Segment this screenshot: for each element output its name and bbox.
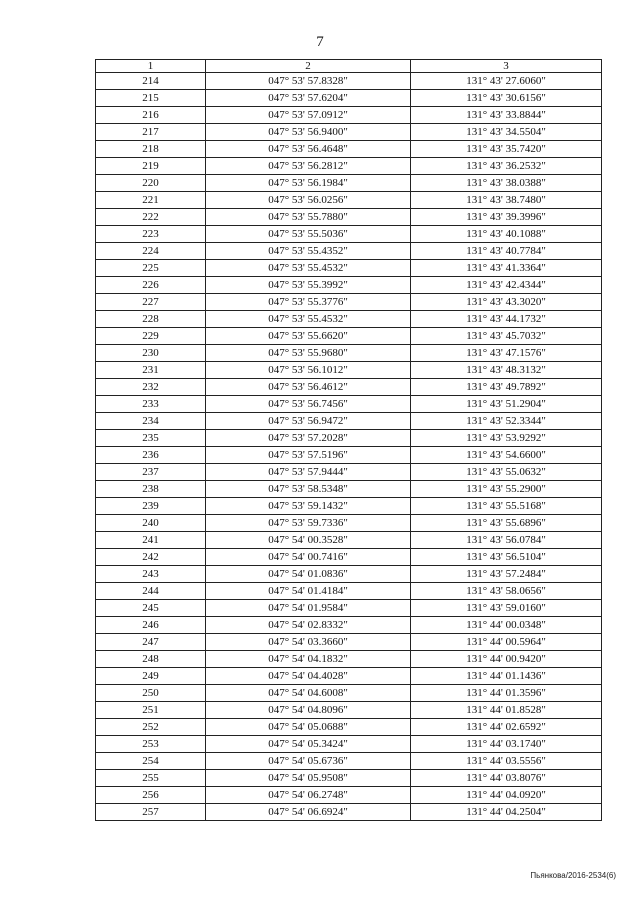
coordinates-table <box>95 59 602 821</box>
latitude-cell: 047° 53' 56.9400" <box>206 124 411 141</box>
point-number-cell: 221 <box>96 192 206 209</box>
table-row <box>96 73 602 90</box>
table-row <box>96 260 602 277</box>
longitude-cell: 131° 43' 49.7892" <box>411 379 602 396</box>
table-row <box>96 226 602 243</box>
point-number-cell: 249 <box>96 668 206 685</box>
table-row <box>96 634 602 651</box>
table-body <box>96 73 602 821</box>
point-number-cell: 220 <box>96 175 206 192</box>
point-number-cell: 229 <box>96 328 206 345</box>
latitude-cell: 047° 53' 56.4648" <box>206 141 411 158</box>
longitude-cell: 131° 43' 56.0784" <box>411 532 602 549</box>
longitude-cell: 131° 43' 42.4344" <box>411 277 602 294</box>
table-row <box>96 396 602 413</box>
point-number-cell: 235 <box>96 430 206 447</box>
point-number-cell: 248 <box>96 651 206 668</box>
latitude-cell: 047° 54' 05.6736" <box>206 753 411 770</box>
latitude-cell: 047° 53' 55.4532" <box>206 311 411 328</box>
point-number-cell: 232 <box>96 379 206 396</box>
latitude-cell: 047° 54' 01.0836" <box>206 566 411 583</box>
latitude-cell: 047° 53' 56.1984" <box>206 175 411 192</box>
table-row <box>96 277 602 294</box>
point-number-cell: 242 <box>96 549 206 566</box>
longitude-cell: 131° 44' 01.1436" <box>411 668 602 685</box>
point-number-cell: 219 <box>96 158 206 175</box>
table-row <box>96 685 602 702</box>
longitude-cell: 131° 44' 02.6592" <box>411 719 602 736</box>
point-number-cell: 231 <box>96 362 206 379</box>
latitude-cell: 047° 53' 56.1012" <box>206 362 411 379</box>
point-number-cell: 216 <box>96 107 206 124</box>
latitude-cell: 047° 53' 55.9680" <box>206 345 411 362</box>
table-row <box>96 770 602 787</box>
table-row <box>96 447 602 464</box>
latitude-cell: 047° 53' 58.5348" <box>206 481 411 498</box>
longitude-cell: 131° 44' 03.1740" <box>411 736 602 753</box>
point-number-cell: 225 <box>96 260 206 277</box>
point-number-cell: 237 <box>96 464 206 481</box>
point-number-cell: 239 <box>96 498 206 515</box>
point-number-cell: 241 <box>96 532 206 549</box>
point-number-cell: 238 <box>96 481 206 498</box>
point-number-cell: 236 <box>96 447 206 464</box>
longitude-cell: 131° 43' 35.7420" <box>411 141 602 158</box>
table-row <box>96 141 602 158</box>
table-row <box>96 549 602 566</box>
latitude-cell: 047° 53' 56.4612" <box>206 379 411 396</box>
latitude-cell: 047° 54' 05.9508" <box>206 770 411 787</box>
longitude-cell: 131° 43' 59.0160" <box>411 600 602 617</box>
document-footer-code: Пьянкова/2016-2534(6) <box>530 871 616 880</box>
table-header-row <box>96 60 602 73</box>
latitude-cell: 047° 53' 57.5196" <box>206 447 411 464</box>
longitude-cell: 131° 44' 00.5964" <box>411 634 602 651</box>
latitude-cell: 047° 53' 56.2812" <box>206 158 411 175</box>
latitude-cell: 047° 53' 57.6204" <box>206 90 411 107</box>
table-row <box>96 532 602 549</box>
longitude-cell: 131° 43' 40.7784" <box>411 243 602 260</box>
table-row <box>96 362 602 379</box>
longitude-cell: 131° 43' 41.3364" <box>411 260 602 277</box>
longitude-cell: 131° 44' 03.5556" <box>411 753 602 770</box>
point-number-cell: 224 <box>96 243 206 260</box>
table-row <box>96 124 602 141</box>
latitude-cell: 047° 53' 55.4352" <box>206 243 411 260</box>
latitude-cell: 047° 54' 06.2748" <box>206 787 411 804</box>
longitude-cell: 131° 43' 52.3344" <box>411 413 602 430</box>
column-header-latitude: 2 <box>206 60 411 73</box>
table-row <box>96 192 602 209</box>
table-row <box>96 294 602 311</box>
table-row <box>96 243 602 260</box>
point-number-cell: 222 <box>96 209 206 226</box>
point-number-cell: 240 <box>96 515 206 532</box>
latitude-cell: 047° 54' 01.4184" <box>206 583 411 600</box>
point-number-cell: 257 <box>96 804 206 821</box>
table-row <box>96 736 602 753</box>
point-number-cell: 256 <box>96 787 206 804</box>
page-number: 7 <box>316 34 324 50</box>
latitude-cell: 047° 54' 03.3660" <box>206 634 411 651</box>
table-row <box>96 600 602 617</box>
point-number-cell: 246 <box>96 617 206 634</box>
table-row <box>96 515 602 532</box>
point-number-cell: 233 <box>96 396 206 413</box>
longitude-cell: 131° 43' 57.2484" <box>411 566 602 583</box>
longitude-cell: 131° 43' 54.6600" <box>411 447 602 464</box>
longitude-cell: 131° 43' 56.5104" <box>411 549 602 566</box>
table-row <box>96 566 602 583</box>
point-number-cell: 234 <box>96 413 206 430</box>
longitude-cell: 131° 43' 43.3020" <box>411 294 602 311</box>
latitude-cell: 047° 54' 00.3528" <box>206 532 411 549</box>
point-number-cell: 217 <box>96 124 206 141</box>
table-row <box>96 209 602 226</box>
longitude-cell: 131° 43' 55.0632" <box>411 464 602 481</box>
point-number-cell: 250 <box>96 685 206 702</box>
longitude-cell: 131° 43' 40.1088" <box>411 226 602 243</box>
longitude-cell: 131° 44' 01.3596" <box>411 685 602 702</box>
longitude-cell: 131° 43' 48.3132" <box>411 362 602 379</box>
table-row <box>96 158 602 175</box>
table-row <box>96 702 602 719</box>
latitude-cell: 047° 53' 57.8328" <box>206 73 411 90</box>
point-number-cell: 247 <box>96 634 206 651</box>
latitude-cell: 047° 53' 59.1432" <box>206 498 411 515</box>
point-number-cell: 244 <box>96 583 206 600</box>
longitude-cell: 131° 43' 30.6156" <box>411 90 602 107</box>
point-number-cell: 253 <box>96 736 206 753</box>
point-number-cell: 252 <box>96 719 206 736</box>
latitude-cell: 047° 53' 56.9472" <box>206 413 411 430</box>
longitude-cell: 131° 44' 04.0920" <box>411 787 602 804</box>
longitude-cell: 131° 43' 45.7032" <box>411 328 602 345</box>
point-number-cell: 227 <box>96 294 206 311</box>
latitude-cell: 047° 54' 04.6008" <box>206 685 411 702</box>
longitude-cell: 131° 43' 33.8844" <box>411 107 602 124</box>
point-number-cell: 214 <box>96 73 206 90</box>
point-number-cell: 251 <box>96 702 206 719</box>
latitude-cell: 047° 53' 59.7336" <box>206 515 411 532</box>
latitude-cell: 047° 54' 01.9584" <box>206 600 411 617</box>
latitude-cell: 047° 54' 05.3424" <box>206 736 411 753</box>
latitude-cell: 047° 53' 56.0256" <box>206 192 411 209</box>
point-number-cell: 254 <box>96 753 206 770</box>
latitude-cell: 047° 54' 00.7416" <box>206 549 411 566</box>
column-header-longitude: 3 <box>411 60 602 73</box>
table-row <box>96 804 602 821</box>
point-number-cell: 223 <box>96 226 206 243</box>
latitude-cell: 047° 53' 55.5036" <box>206 226 411 243</box>
latitude-cell: 047° 54' 06.6924" <box>206 804 411 821</box>
point-number-cell: 228 <box>96 311 206 328</box>
latitude-cell: 047° 54' 04.4028" <box>206 668 411 685</box>
table-row <box>96 651 602 668</box>
table-row <box>96 175 602 192</box>
point-number-cell: 218 <box>96 141 206 158</box>
longitude-cell: 131° 43' 55.2900" <box>411 481 602 498</box>
point-number-cell: 226 <box>96 277 206 294</box>
table-row <box>96 328 602 345</box>
latitude-cell: 047° 54' 05.0688" <box>206 719 411 736</box>
longitude-cell: 131° 43' 53.9292" <box>411 430 602 447</box>
table-row <box>96 617 602 634</box>
table-row <box>96 498 602 515</box>
table-row <box>96 379 602 396</box>
table-row <box>96 311 602 328</box>
longitude-cell: 131° 43' 39.3996" <box>411 209 602 226</box>
table-row <box>96 753 602 770</box>
table-row <box>96 481 602 498</box>
latitude-cell: 047° 53' 57.2028" <box>206 430 411 447</box>
table-row <box>96 583 602 600</box>
latitude-cell: 047° 53' 57.0912" <box>206 107 411 124</box>
latitude-cell: 047° 54' 04.1832" <box>206 651 411 668</box>
table-row <box>96 430 602 447</box>
table-row <box>96 90 602 107</box>
table-row <box>96 413 602 430</box>
point-number-cell: 245 <box>96 600 206 617</box>
table-row <box>96 787 602 804</box>
point-number-cell: 215 <box>96 90 206 107</box>
longitude-cell: 131° 43' 36.2532" <box>411 158 602 175</box>
longitude-cell: 131° 43' 27.6060" <box>411 73 602 90</box>
table-row <box>96 107 602 124</box>
latitude-cell: 047° 53' 55.3992" <box>206 277 411 294</box>
latitude-cell: 047° 53' 55.7880" <box>206 209 411 226</box>
point-number-cell: 243 <box>96 566 206 583</box>
table-row <box>96 345 602 362</box>
latitude-cell: 047° 54' 04.8096" <box>206 702 411 719</box>
longitude-cell: 131° 43' 47.1576" <box>411 345 602 362</box>
latitude-cell: 047° 54' 02.8332" <box>206 617 411 634</box>
column-header-point-number: 1 <box>96 60 206 73</box>
point-number-cell: 255 <box>96 770 206 787</box>
longitude-cell: 131° 44' 00.9420" <box>411 651 602 668</box>
longitude-cell: 131° 43' 58.0656" <box>411 583 602 600</box>
longitude-cell: 131° 43' 44.1732" <box>411 311 602 328</box>
latitude-cell: 047° 53' 57.9444" <box>206 464 411 481</box>
longitude-cell: 131° 44' 00.0348" <box>411 617 602 634</box>
table-row <box>96 668 602 685</box>
longitude-cell: 131° 44' 04.2504" <box>411 804 602 821</box>
point-number-cell: 230 <box>96 345 206 362</box>
longitude-cell: 131° 43' 51.2904" <box>411 396 602 413</box>
latitude-cell: 047° 53' 55.3776" <box>206 294 411 311</box>
table-row <box>96 464 602 481</box>
latitude-cell: 047° 53' 55.6620" <box>206 328 411 345</box>
longitude-cell: 131° 43' 38.7480" <box>411 192 602 209</box>
longitude-cell: 131° 43' 38.0388" <box>411 175 602 192</box>
longitude-cell: 131° 43' 34.5504" <box>411 124 602 141</box>
table-row <box>96 719 602 736</box>
longitude-cell: 131° 43' 55.6896" <box>411 515 602 532</box>
longitude-cell: 131° 44' 01.8528" <box>411 702 602 719</box>
latitude-cell: 047° 53' 55.4532" <box>206 260 411 277</box>
longitude-cell: 131° 43' 55.5168" <box>411 498 602 515</box>
latitude-cell: 047° 53' 56.7456" <box>206 396 411 413</box>
longitude-cell: 131° 44' 03.8076" <box>411 770 602 787</box>
